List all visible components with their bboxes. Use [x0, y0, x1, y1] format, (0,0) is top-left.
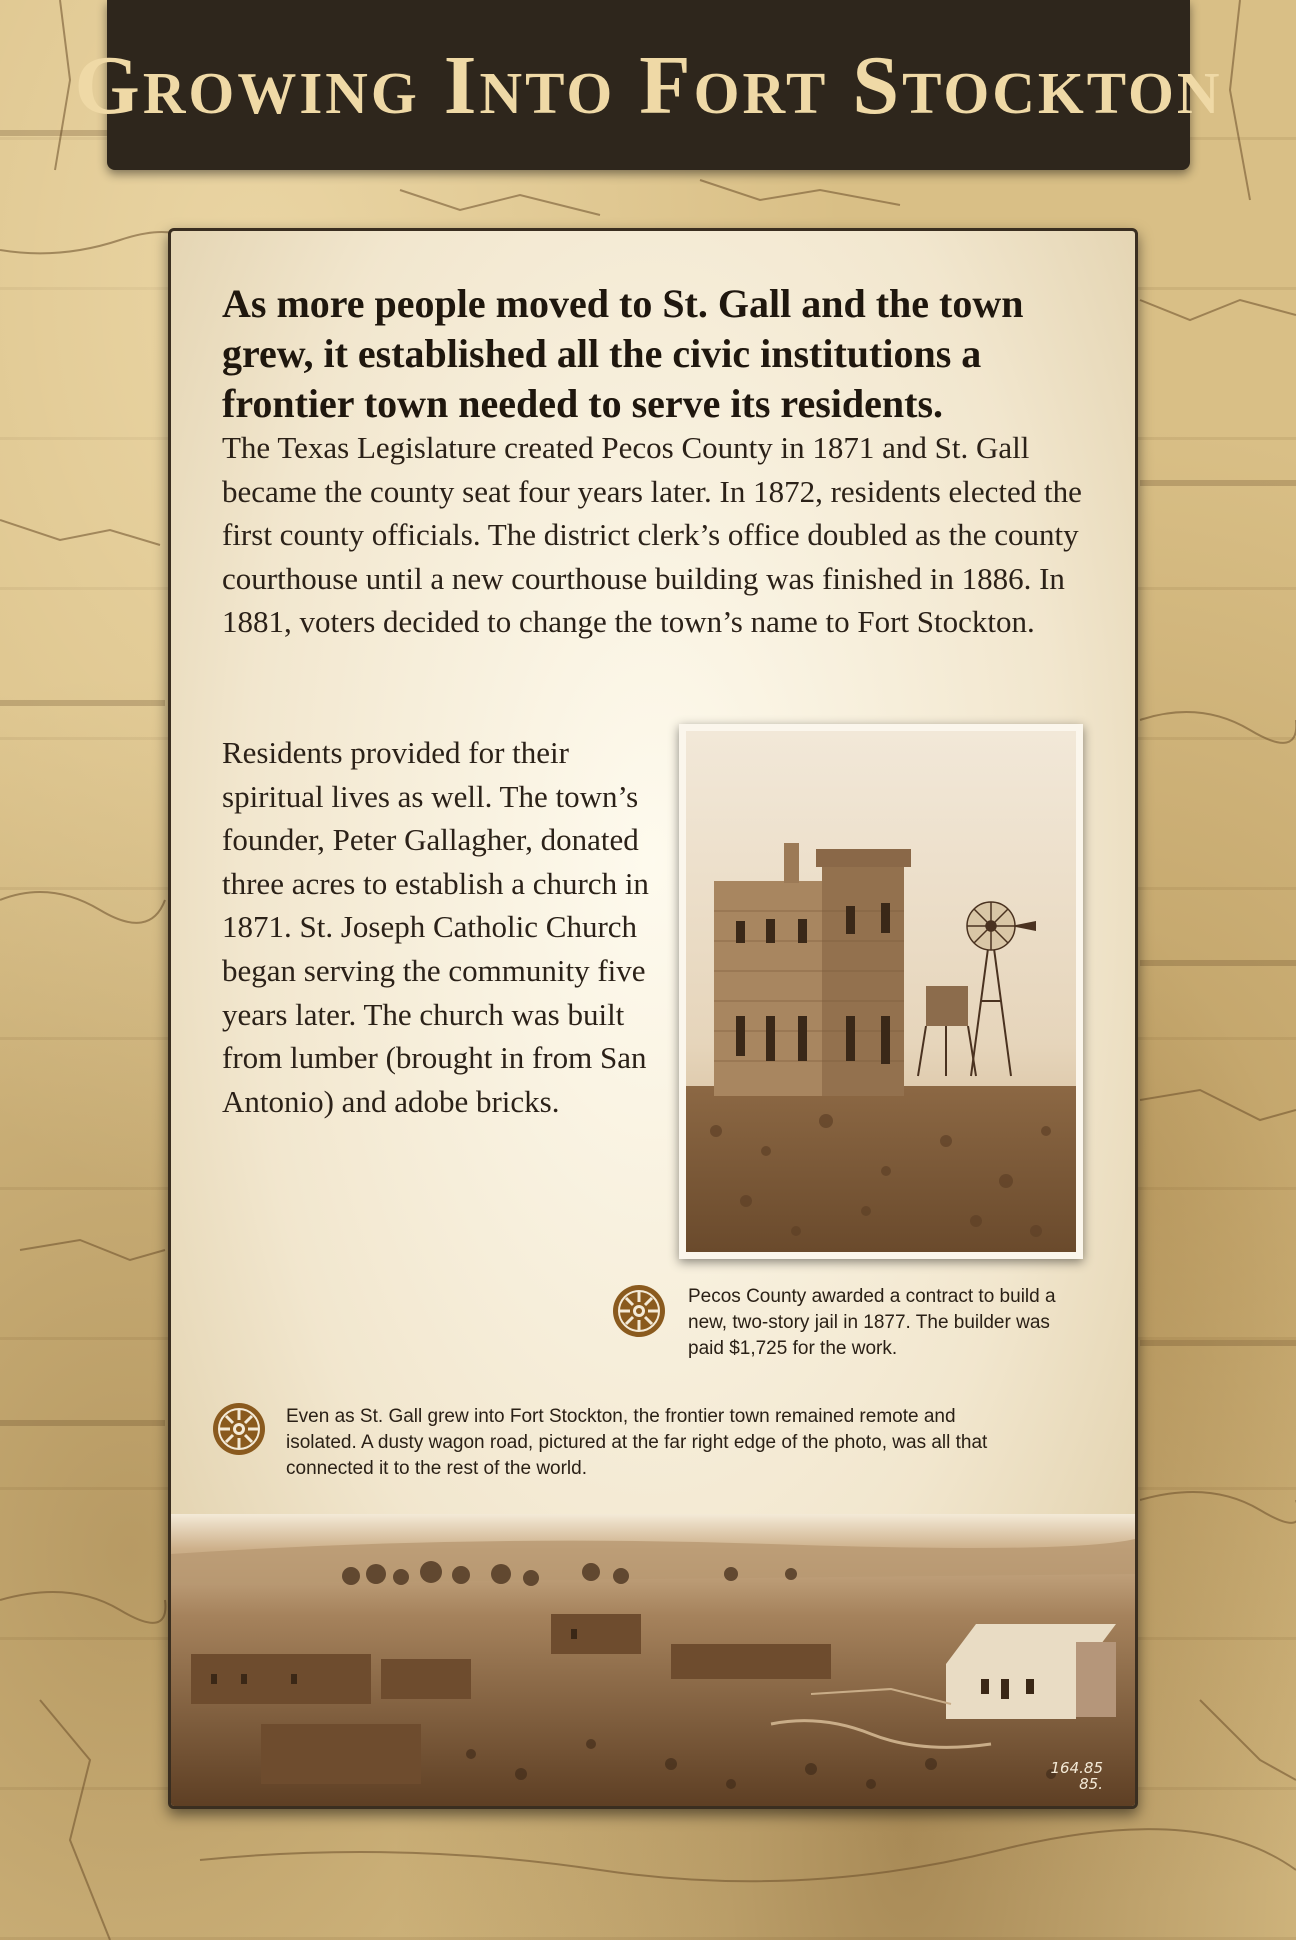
page-title: Growing Into Fort Stockton — [74, 38, 1223, 132]
photo-catalog-number — [1051, 1760, 1104, 1792]
content-panel — [168, 228, 1138, 1809]
town-panorama-image — [171, 1514, 1135, 1806]
jail-photo — [679, 724, 1083, 1259]
jail-photo-caption: Pecos County awarded a contract to build a new, two-story jail in 1877. The builder was paid $1,725 for the work. — [688, 1286, 1056, 1359]
photo-catalog-number-line1: 164.85 — [1050, 1759, 1103, 1777]
history-paragraph: The Texas Legislature created Pecos County in 1871 and St. Gall became the county seat four years later. In 1872, residents elected the first county officials. The district clerk’s office doubled as the county courthouse until a new courthouse building was finished in 1886. In 1881, voters decided to change the town’s name to Fort Stockton. — [222, 430, 1082, 640]
sun-badge-icon — [211, 1401, 267, 1457]
photo-catalog-number-line2: 85. — [1079, 1775, 1103, 1793]
lead-paragraph: As more people moved to St. Gall and the town grew, it established all the civic institutions a frontier town needed to serve its residents. — [222, 281, 1024, 426]
church-paragraph: Residents provided for their spiritual lives as well. The town’s founder, Peter Gallagher, donated three acres to establish a church in 1871. St. Joseph Catholic Church began serving the community five years later. The church was built from lumber (brought in from San Antonio) and adobe bricks. — [222, 735, 649, 1119]
town-panorama-photo — [171, 1514, 1135, 1806]
sun-badge-icon — [611, 1283, 667, 1339]
jail-photo-image — [686, 731, 1076, 1252]
town-photo-caption: Even as St. Gall grew into Fort Stockton, the frontier town remained remote and isolated. A dusty wagon road, pictured at the far right edge of the photo, was all that connected it to the rest of the world. — [286, 1406, 988, 1479]
title-banner — [74, 0, 1223, 170]
